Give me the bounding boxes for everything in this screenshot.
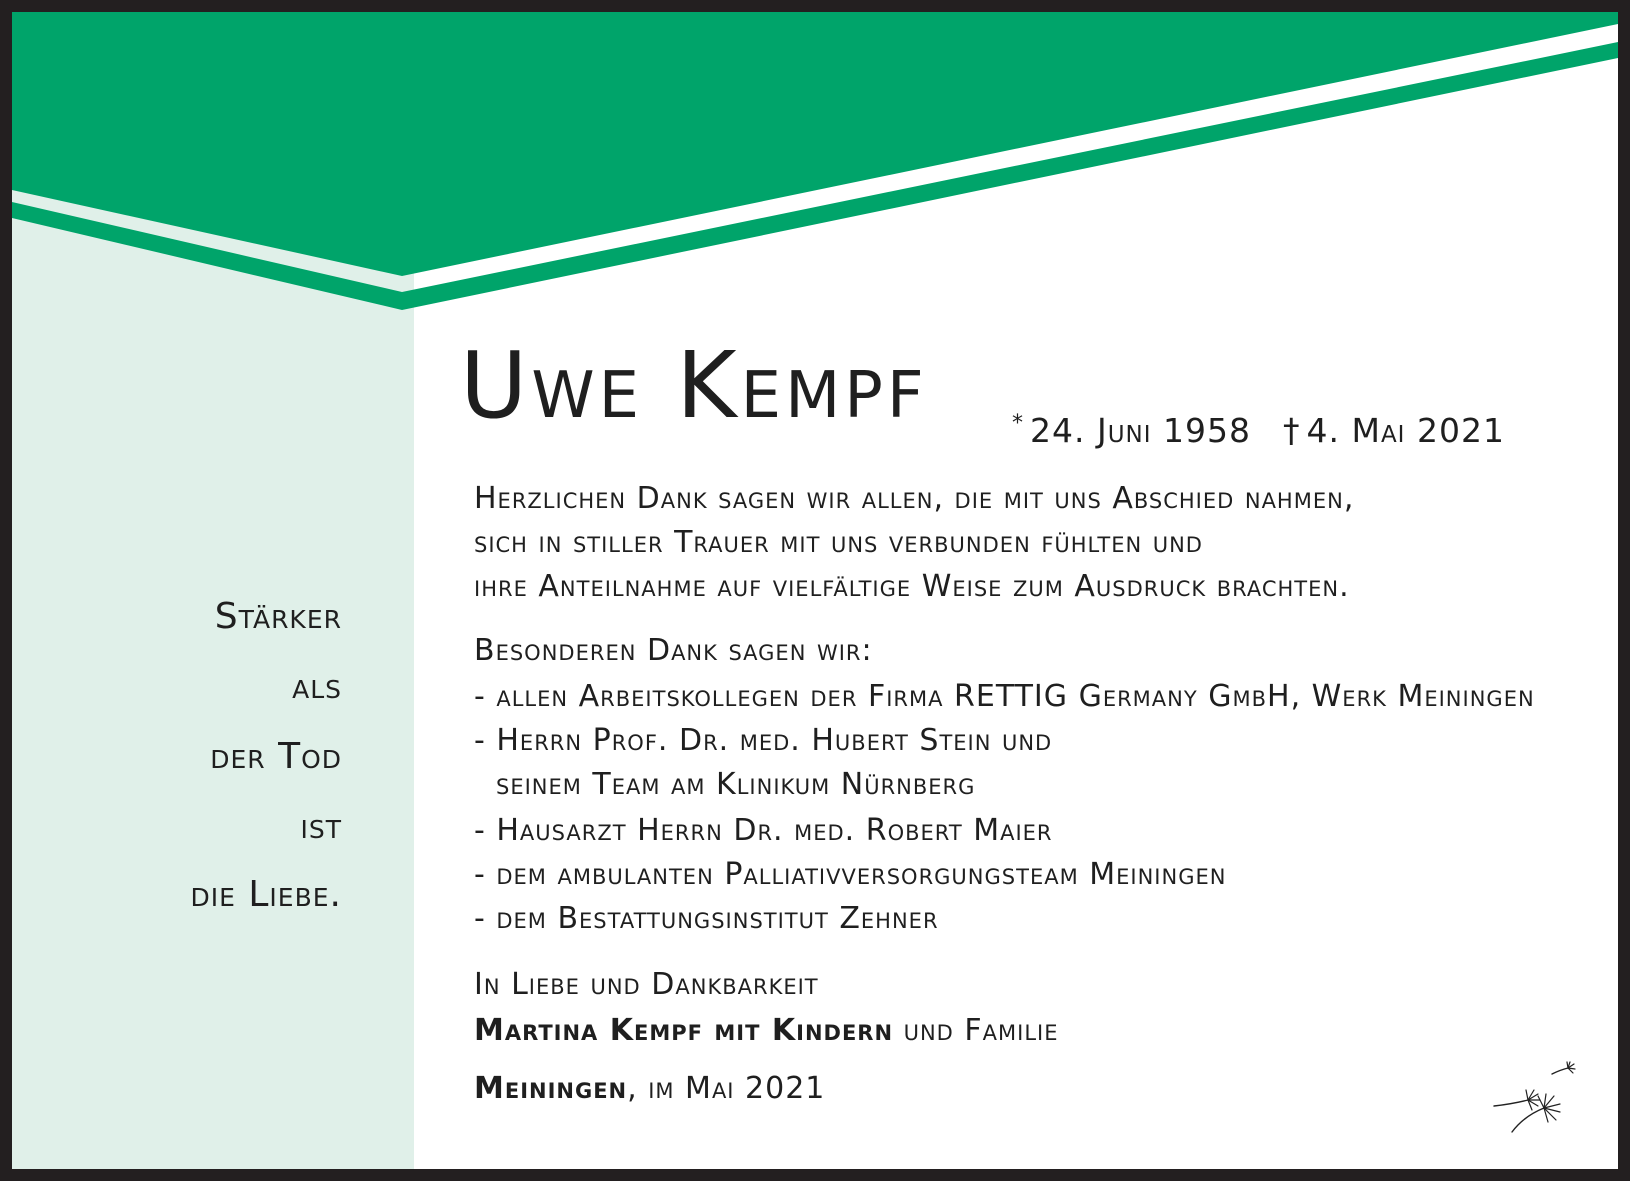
place: Meiningen [474, 1071, 628, 1106]
thanks-item: - Herrn Prof. Dr. med. Hubert Stein und [474, 723, 1053, 758]
motto-line: als [292, 666, 342, 707]
closing-line: In Liebe und Dankbarkeit [474, 967, 819, 1002]
intro-line: ihre Anteilnahme auf vielfältige Weise zum Ausdruck brachten. [474, 569, 1350, 604]
banner-fill [12, 12, 1618, 276]
motto-line: die Liebe. [190, 874, 342, 915]
life-dates [1012, 411, 1505, 450]
birth-date: 24. Juni 1958 [1030, 411, 1251, 450]
green-banner [12, 12, 1618, 342]
date: , im Mai 2021 [627, 1071, 826, 1106]
deceased-name: Uwe Kempf [460, 332, 928, 439]
thanks-item: - dem ambulanten Palliativversorgungsteam Meiningen [474, 857, 1227, 892]
motto-line: der Tod [210, 736, 342, 777]
thanks-heading: Besonderen Dank sagen wir: [474, 633, 873, 668]
thanks-item: seinem Team am Klinikum Nürnberg [496, 767, 976, 802]
signature-names: Martina Kempf mit Kindern [474, 1013, 894, 1048]
obituary-card [12, 12, 1618, 1169]
birth-star-icon: * [1012, 411, 1024, 436]
death-cross-icon: † [1283, 411, 1301, 450]
thanks-item: - allen Arbeitskollegen der Firma RETTIG Germany GmbH, Werk Meiningen [474, 679, 1535, 714]
dandelion-seeds-icon [1482, 1060, 1586, 1136]
place-date [474, 1071, 826, 1106]
intro-line: Herzlichen Dank sagen wir allen, die mit uns Abschied nahmen, [474, 481, 1355, 516]
signature-rest: und Familie [893, 1013, 1059, 1048]
death-date: 4. Mai 2021 [1306, 411, 1505, 450]
thanks-item: - Hausarzt Herrn Dr. med. Robert Maier [474, 813, 1053, 848]
thanks-item: - dem Bestattungsinstitut Zehner [474, 901, 939, 936]
motto-line: Stärker [214, 596, 342, 637]
signature [474, 1013, 1059, 1048]
motto-line: ist [300, 806, 342, 847]
intro-line: sich in stiller Trauer mit uns verbunden fühlten und [474, 525, 1203, 560]
